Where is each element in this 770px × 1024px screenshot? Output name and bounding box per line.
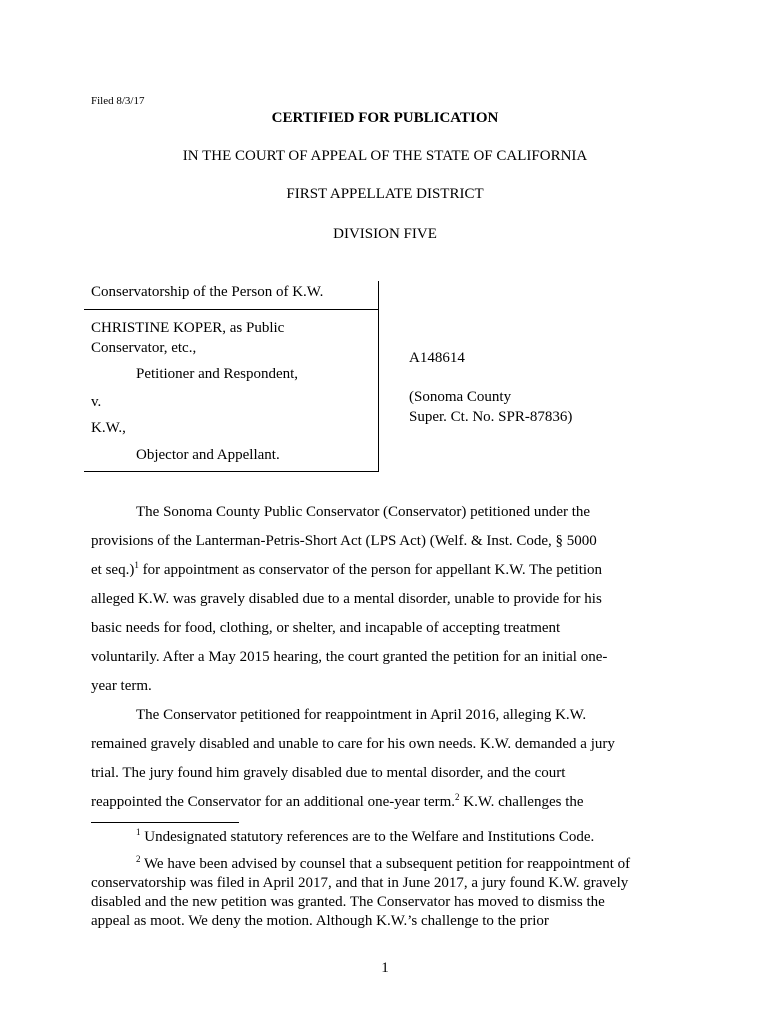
footnote-separator (91, 822, 239, 823)
caption-party2-role: Objector and Appellant. (136, 447, 280, 463)
body-line: The Sonoma County Public Conservator (Conservator) petitioned under the (136, 504, 591, 520)
body-line: alleged K.W. was gravely disabled due to a mental disorder, unable to provide for his (91, 591, 602, 607)
footnote-text: Undesignated statutory references are to the Welfare and Institutions Code. (140, 829, 595, 845)
caption-divider (84, 309, 379, 310)
caption-party1-line1: CHRISTINE KOPER, as Public (91, 320, 285, 336)
body-line: voluntarily. After a May 2015 hearing, the court granted the petition for an initial one- (91, 649, 608, 665)
caption-party1-role: Petitioner and Respondent, (136, 366, 299, 382)
body-line: year term. (91, 678, 152, 694)
footnote-text: We have been advised by counsel that a subsequent petition for reappointment of (140, 856, 631, 872)
court-heading: IN THE COURT OF APPEAL OF THE STATE OF CALIFORNIA (182, 148, 588, 164)
caption-versus: v. (91, 394, 102, 410)
body-line (91, 562, 602, 579)
caption-matter: Conservatorship of the Person of K.W. (91, 284, 324, 300)
division-heading: DIVISION FIVE (333, 226, 437, 242)
footnote-ref-1[interactable]: 1 (134, 560, 139, 570)
body-text: for appointment as conservator of the person for appellant K.W. The petition (138, 562, 603, 578)
body-line: remained gravely disabled and unable to care for his own needs. K.W. demanded a jury (91, 736, 615, 752)
lower-court-line2: Super. Ct. No. SPR-87836) (409, 409, 573, 425)
body-text: reappointed the Conservator for an additional one-year term. (91, 794, 456, 810)
body-line: provisions of the Lanterman-Petris-Short Act (LPS Act) (Welf. & Inst. Code, § 5000 (91, 533, 597, 549)
body-line: basic needs for food, clothing, or shelter, and incapable of accepting treatment (91, 620, 561, 636)
page-number: 1 (381, 960, 389, 976)
body-line: The Conservator petitioned for reappointment in April 2016, alleging K.W. (136, 707, 587, 723)
footnote-2-line: appeal as moot. We deny the motion. Although K.W.’s challenge to the prior (91, 913, 549, 929)
footnote-2-line: disabled and the new petition was granted. The Conservator has moved to dismiss the (91, 894, 605, 910)
footnote-mark: 1 (136, 827, 141, 837)
body-text: K.W. challenges the (459, 794, 584, 810)
body-line: trial. The jury found him gravely disabled due to mental disorder, and the court (91, 765, 566, 781)
body-line (91, 794, 584, 811)
footnote-2-line: conservatorship was filed in April 2017, and that in June 2017, a jury found K.W. gravely (91, 875, 629, 891)
district-heading: FIRST APPELLATE DISTRICT (286, 186, 484, 202)
footnote-2-line (136, 856, 630, 873)
footnote-mark: 2 (136, 854, 141, 864)
caption-party1-line2: Conservator, etc., (91, 340, 197, 356)
case-number: A148614 (409, 350, 465, 366)
filed-date: Filed 8/3/17 (91, 95, 145, 107)
body-text: et seq.) (91, 562, 135, 578)
lower-court-line1: (Sonoma County (409, 389, 512, 405)
footnote-1 (136, 829, 594, 846)
caption-party2: K.W., (91, 420, 126, 436)
footnote-ref-2[interactable]: 2 (455, 792, 460, 802)
certified-heading: CERTIFIED FOR PUBLICATION (271, 110, 499, 126)
